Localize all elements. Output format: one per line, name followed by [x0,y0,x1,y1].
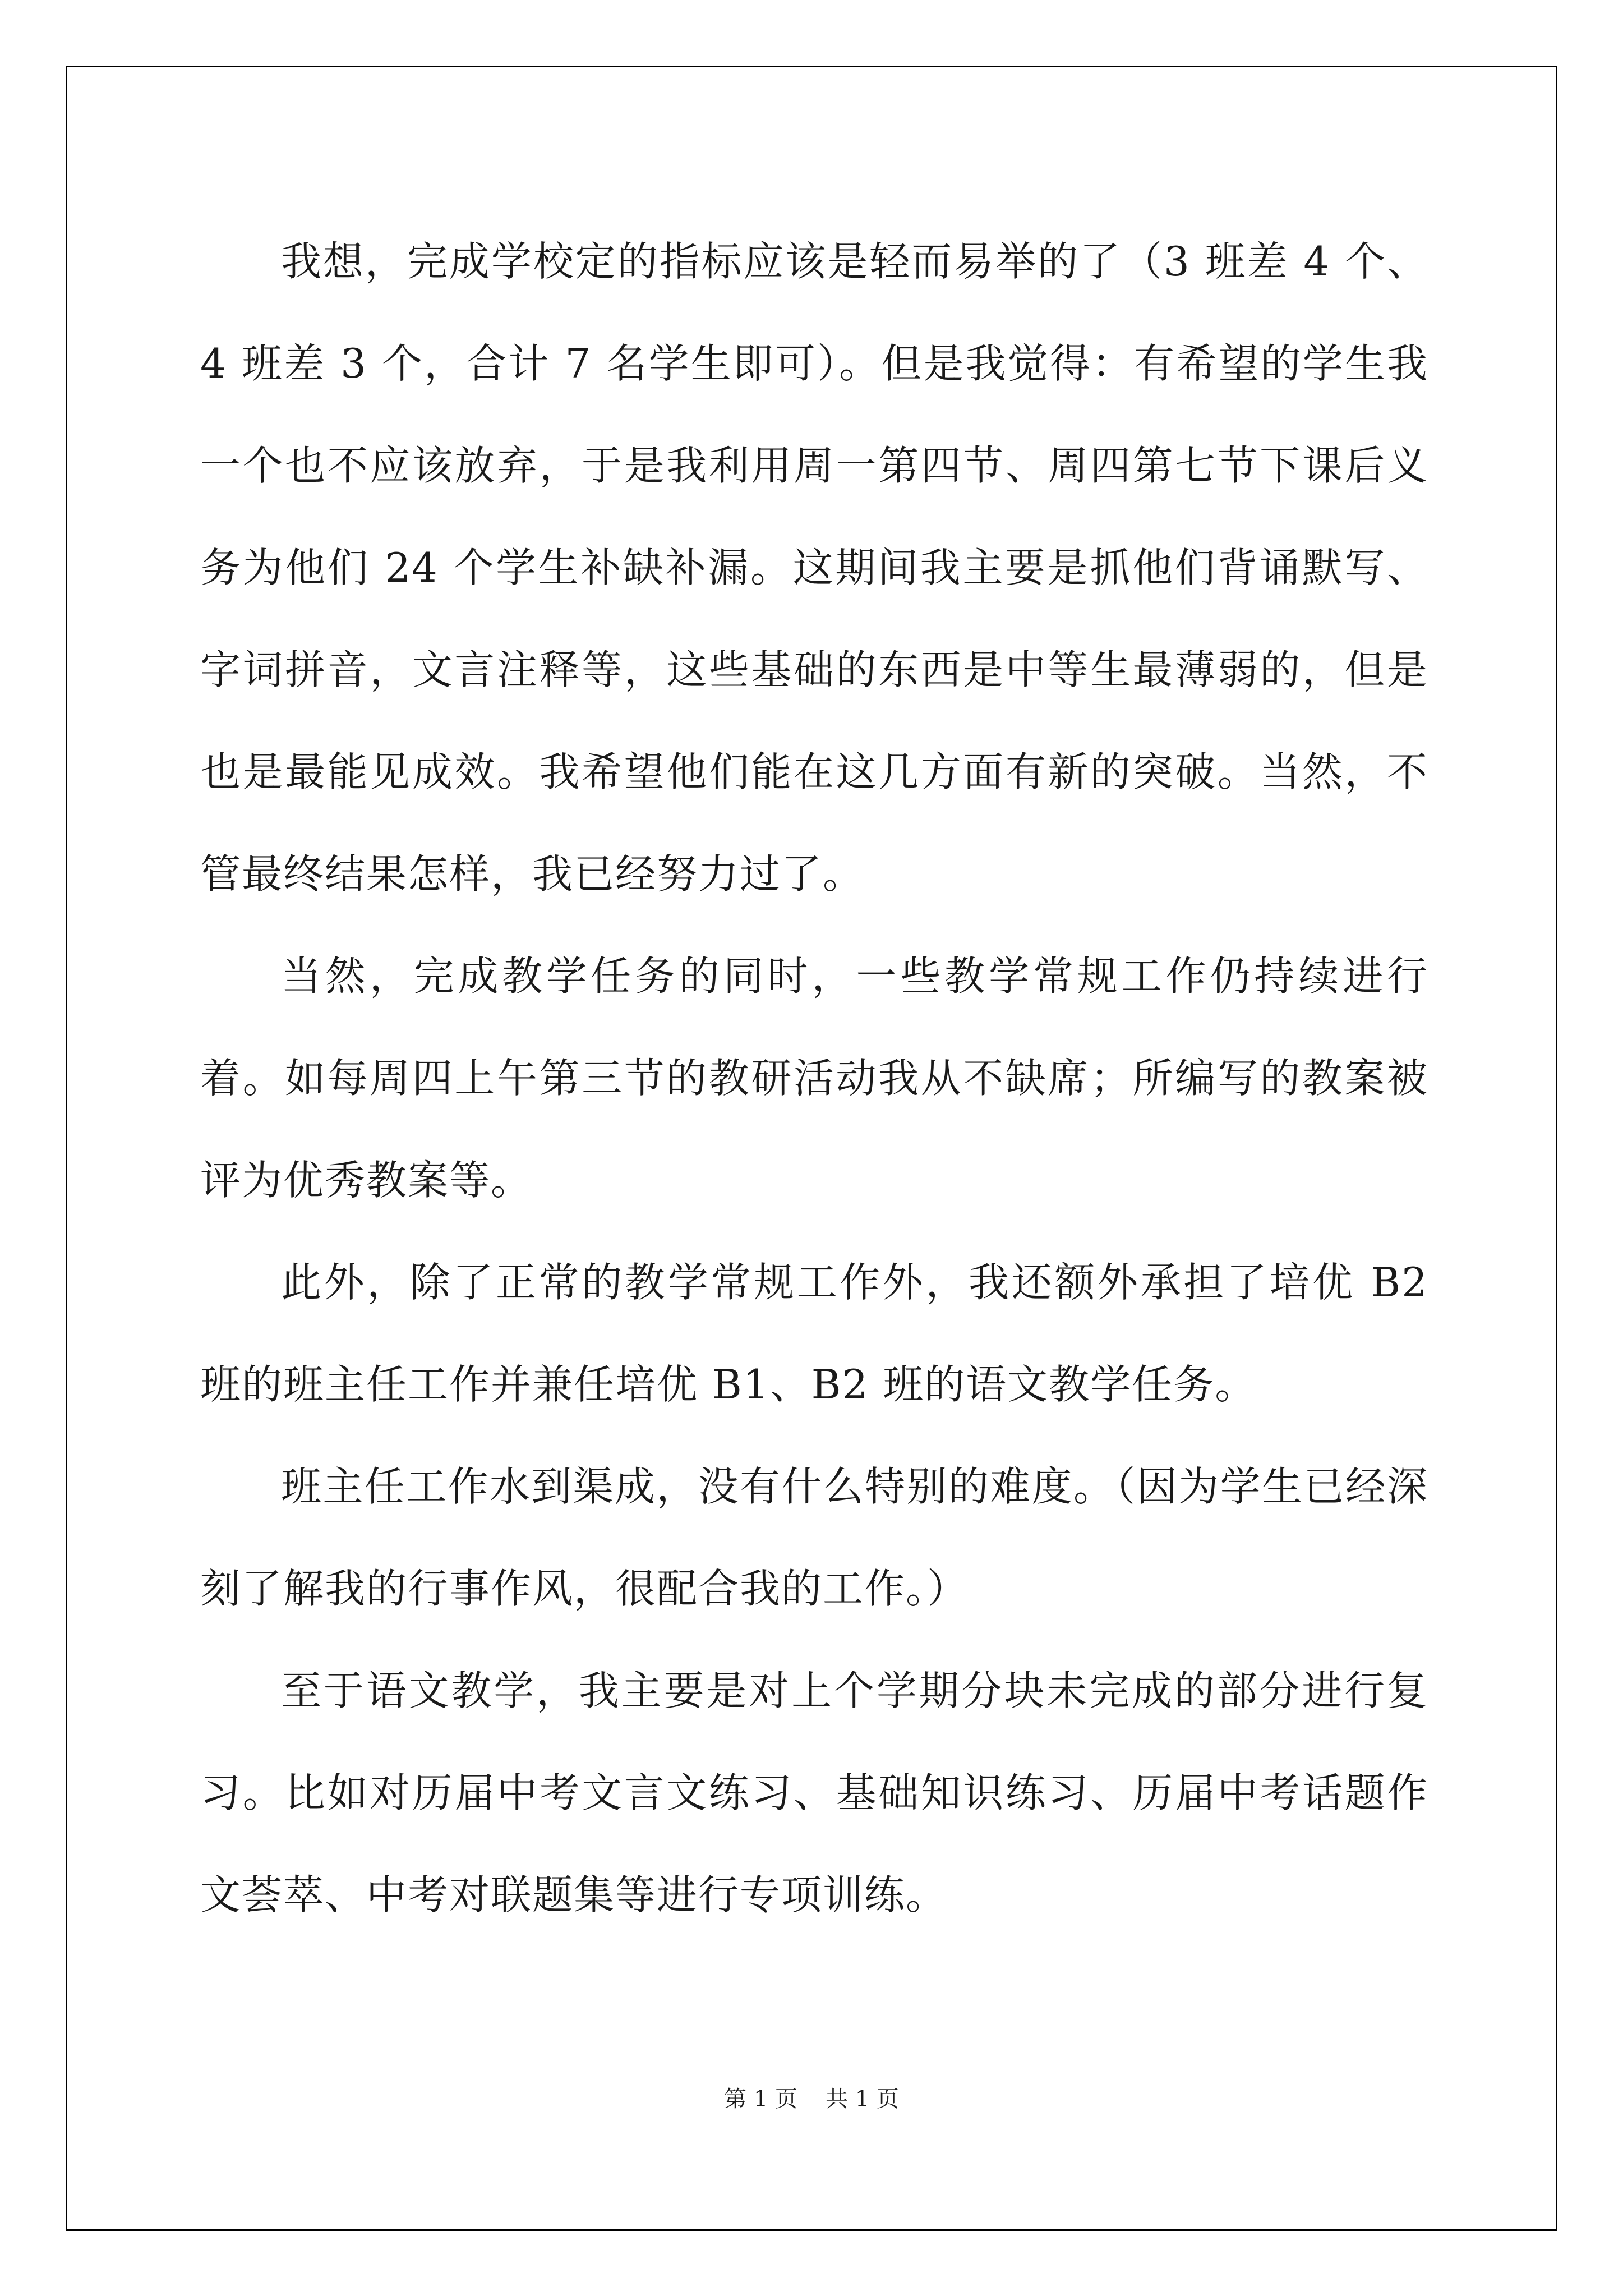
page-footer [0,2081,1623,2113]
paragraph: 我想，完成学校定的指标应该是轻而易举的了（3 班差 4 个、4 班差 3 个，合计 7 名学生即可）。但是我觉得：有希望的学生我一个也不应该放弃，于是我利用周一第四节、周四第七节下课后义务为他们 24 个学生补缺补漏。这期间我主要是抓他们背诵默写、字词拼音，文言注释等，这些基础的东西是中等生最薄弱的，但是也是最能见成效。我希望他们能在这几方面有新的突破。当然，不管最终结果怎样，我已经努力过了。 [200,238,1428,898]
paragraph: 当然，完成教学任务的同时，一些教学常规工作仍持续进行着。如每周四上午第三节的教研活动我从不缺席；所编写的教案被评为优秀教案等。 [200,953,1428,1204]
document-body [200,210,1428,1946]
paragraph: 此外，除了正常的教学常规工作外，我还额外承担了培优 B2 班的班主任工作并兼任培优 B1、B2 班的语文教学任务。 [200,1259,1428,1408]
page-number-current: 第 1 页 [724,2086,797,2112]
paragraph: 班主任工作水到渠成，没有什么特别的难度。（因为学生已经深刻了解我的行事作风，很配合我的工作。） [200,1463,1428,1612]
paragraph: 至于语文教学，我主要是对上个学期分块未完成的部分进行复习。比如对历届中考文言文练习、基础知识练习、历届中考话题作文荟萃、中考对联题集等进行专项训练。 [200,1667,1428,1918]
page-number-total: 共 1 页 [826,2086,899,2112]
